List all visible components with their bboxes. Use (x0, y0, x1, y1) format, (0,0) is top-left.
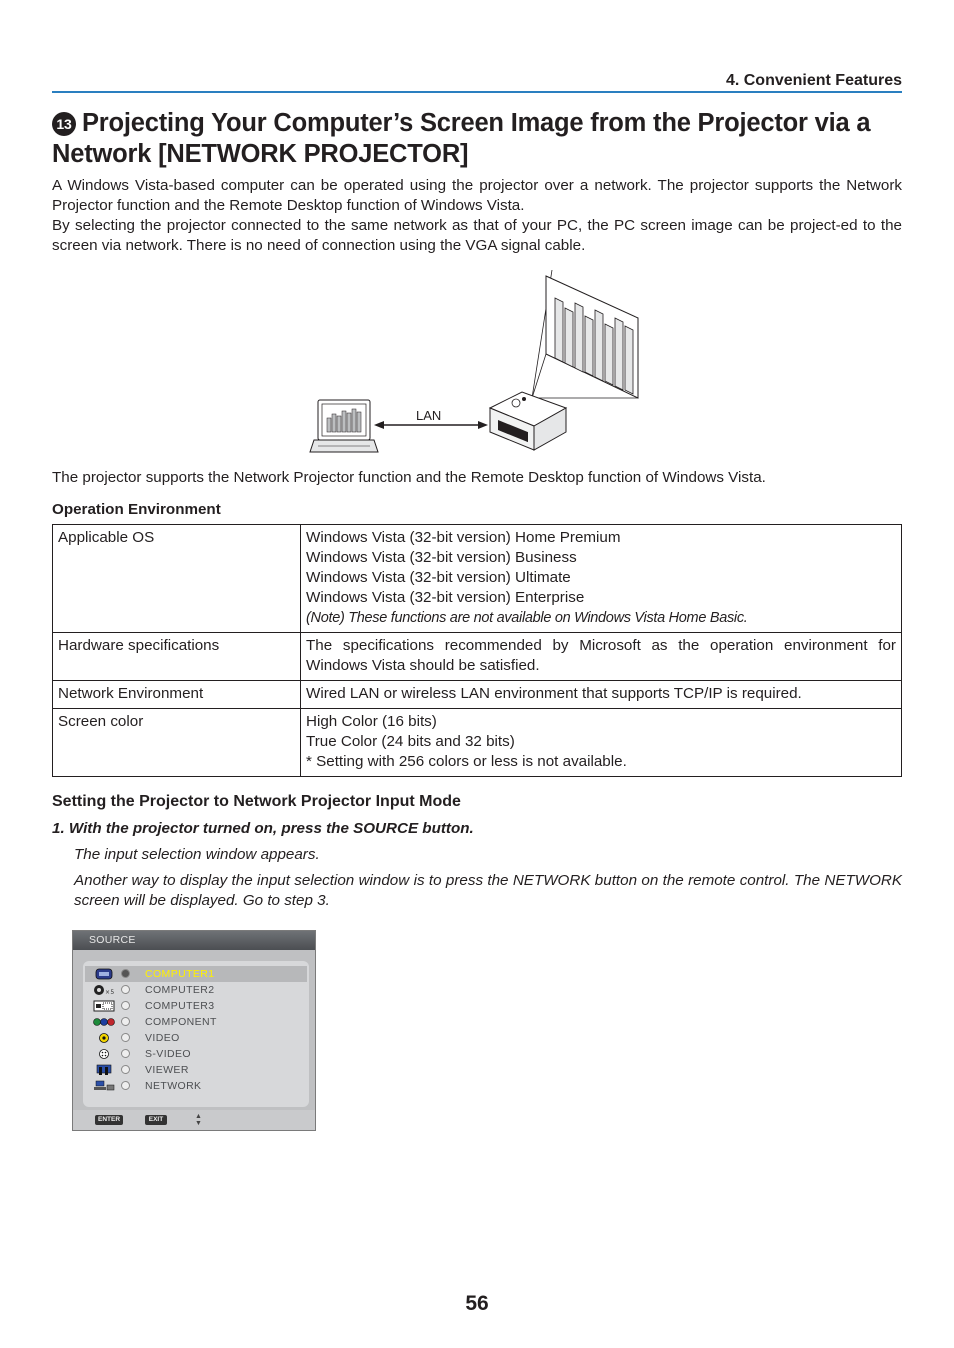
row-value (301, 709, 902, 777)
osd-radio (121, 985, 130, 994)
osd-radio (121, 1065, 130, 1074)
environment-table (52, 524, 902, 777)
osd-input-list (83, 961, 309, 1107)
osd-item-s-video[interactable] (85, 1046, 307, 1062)
row-value (301, 525, 902, 633)
header-rule (52, 91, 902, 93)
osd-title: SOURCE (73, 931, 315, 950)
value-line: High Color (16 bits) (306, 713, 437, 730)
dvi-port-icon (93, 1000, 115, 1012)
setting-heading: Setting the Projector to Network Projector Input Mode (52, 793, 461, 810)
intro-paragraph-2: By selecting the projector connected to the same network as that of your PC, the PC screen image can be project-ed to the screen via network. There is no need of connection using the VGA signal cable. (52, 217, 902, 254)
row-label: Applicable OS (53, 525, 301, 633)
value-line: Windows Vista (32-bit version) Home Premium (306, 529, 621, 546)
osd-item-computer1[interactable] (85, 966, 307, 982)
value-line: Wired LAN or wireless LAN environment that supports TCP/IP is required. (306, 685, 802, 702)
viewer-icon (93, 1064, 115, 1076)
row-value (301, 633, 902, 681)
row-label: Screen color (53, 709, 301, 777)
table-row (53, 525, 902, 633)
osd-item-network[interactable] (85, 1078, 307, 1094)
network-icon (93, 1080, 115, 1092)
vga-port-icon (93, 968, 115, 980)
step-1: 1. With the projector turned on, press the SOURCE button. (52, 820, 474, 837)
projector-icon (490, 392, 566, 450)
osd-item-label: VIDEO (145, 1032, 180, 1044)
page-title (52, 108, 902, 170)
osd-exit-button[interactable]: EXIT (145, 1115, 167, 1125)
value-line: * Setting with 256 colors or less is not available. (306, 753, 627, 770)
s-video-port-icon (93, 1048, 115, 1060)
svg-text:×5: ×5 (105, 989, 115, 996)
value-line: Windows Vista (32-bit version) Enterprise (306, 589, 585, 606)
osd-item-label: VIEWER (145, 1064, 189, 1076)
title-text: Projecting Your Computer’s Screen Image from the Projector via a Network [NETWORK PROJECTOR] (52, 109, 871, 168)
row-label: Hardware specifications (53, 633, 301, 681)
osd-item-label: COMPUTER1 (145, 968, 215, 980)
table-row (53, 681, 902, 709)
value-line: The specifications recommended by Microsoft as the operation environment for Windows Vista should be satisfied. (306, 637, 896, 674)
osd-item-label: NETWORK (145, 1080, 202, 1092)
osd-item-label: COMPUTER2 (145, 984, 215, 996)
osd-item-viewer[interactable] (85, 1062, 307, 1078)
updown-arrows-icon: ▲ ▼ (195, 1113, 202, 1127)
computer2-port-icon (93, 984, 115, 996)
osd-radio-selected (121, 969, 130, 978)
step-1-result: The input selection window appears. (74, 846, 320, 863)
section-name: 4. Convenient Features (725, 72, 902, 89)
intro-paragraph-1: A Windows Vista-based computer can be operated using the projector over a network. The projector supports the Network Projector function and the Remote Desktop function of Windows Vista. (52, 177, 902, 214)
osd-item-computer3[interactable] (85, 998, 307, 1014)
row-label: Network Environment (53, 681, 301, 709)
osd-radio (121, 1033, 130, 1042)
step-1-alt: Another way to display the input selection window is to press the NETWORK button on the remote control. The NETWORK screen will be displayed. Go to step 3. (74, 872, 902, 909)
osd-item-component[interactable] (85, 1014, 307, 1030)
os-note: (Note) These functions are not available on Windows Vista Home Basic. (306, 610, 748, 626)
osd-item-video[interactable] (85, 1030, 307, 1046)
osd-radio (121, 1049, 130, 1058)
lan-label: LAN (416, 408, 442, 423)
section-number-badge: 13 (52, 112, 76, 136)
source-osd-window (72, 930, 316, 1131)
table-row (53, 709, 902, 777)
component-port-icon (93, 1016, 115, 1028)
network-diagram (300, 268, 650, 458)
page-number: 56 (465, 1292, 489, 1315)
osd-radio (121, 1001, 130, 1010)
env-heading: Operation Environment (52, 501, 221, 518)
video-port-icon (93, 1032, 115, 1044)
laptop-icon (310, 400, 378, 452)
beam-line (532, 354, 546, 398)
osd-item-label: COMPUTER3 (145, 1000, 215, 1012)
osd-radio (121, 1081, 130, 1090)
osd-item-computer2[interactable] (85, 982, 307, 998)
row-value (301, 681, 902, 709)
value-line: Windows Vista (32-bit version) Business (306, 549, 577, 566)
osd-item-label: COMPONENT (145, 1016, 217, 1028)
osd-item-label: S-VIDEO (145, 1048, 191, 1060)
osd-footer (73, 1110, 315, 1130)
value-line: True Color (24 bits and 32 bits) (306, 733, 515, 750)
value-line: Windows Vista (32-bit version) Ultimate (306, 569, 571, 586)
osd-enter-button[interactable]: ENTER (95, 1115, 123, 1125)
support-text: The projector supports the Network Projector function and the Remote Desktop function of Windows Vista. (52, 469, 766, 486)
table-row (53, 633, 902, 681)
osd-radio (121, 1017, 130, 1026)
